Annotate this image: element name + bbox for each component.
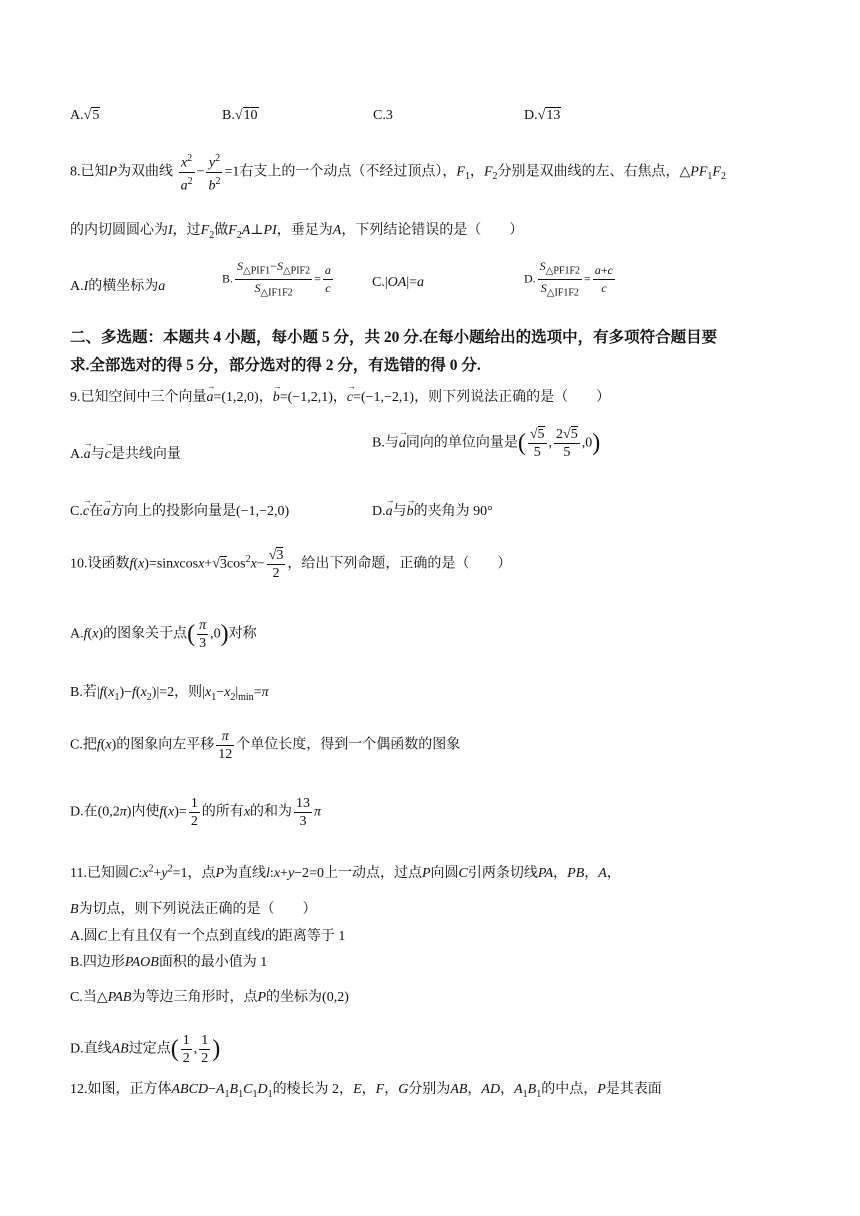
q11-option-c: C.当△PAB为等边三角形时，点P的坐标为(0,2) [70,990,349,1005]
q10-option-d: D.在(0,2π)内使f(x)= $\frac{1}{2}$ 的所有x的和为 $\frac{13}{3}$ π [70,796,322,829]
q8-option-a: A.I的横坐标为a [70,279,166,294]
q8-option-b: B. $\frac{S_{\triangle PIF1}-S_{\triangle PIF2}}{S_{\triangle IF1F2}}$ = $\frac{a}{c}$ [222,259,331,299]
q11-stem-line2: B为切点，则下列说法正确的是（ ） [70,902,317,917]
q12-stem: 12.如图，正方体$ABCD-A_1B_1C_1D_1$的棱长为 2，E，F，G分别为AB，AD，$A_1B_1$的中点，P是其表面 [70,1082,662,1100]
q8-option-c: C.|OA|=a [372,275,425,290]
q11-option-b: B.四边形PAOB面积的最小值为 1 [70,955,268,970]
q9-stem: 9.已知空间中三个向量→ a=(1,2,0)，→ b=(−1,2,1)，→ c=(−1,−2,1)，则下列说法正确的是（ ） [70,386,610,406]
q9-option-a: A.→ a与→ c是共线向量 [70,443,181,463]
q7-option-b: B.√10 [222,108,258,123]
q10-option-c: C.把f(x)的图象向左平移 $\frac{\pi}{12}$ 个单位长度，得到一个偶函数的图象 [70,729,461,762]
q11-option-a: A.圆C上有且仅有一个点到直线l的距离等于 1 [70,929,346,944]
section2-heading-line2: 求.全部选对的得 5 分，部分选对的得 2 分，有选错的得 0 分. [70,357,481,374]
q9-option-b: B.与→ a同向的单位向量是( $\frac{√5}{5}$ , $\frac{2√5}{5}$ ,0) [372,426,600,461]
q7-option-c: C.3 [373,108,393,123]
q8-stem-line2: 的内切圆圆心为I，过$F_2$做$F_2A\perp PI$，垂足为A，下列结论错误的是（ ） [70,223,524,241]
section2-heading-line1: 二、多选题：本题共 4 小题，每小题 5 分，共 20 分.在每小题给出的选项中，有多项符合题目要 [70,329,718,346]
q7-option-a: A.√5 [70,108,100,123]
q8-stem-line1: 8.已知P为双曲线 $\frac{x^2}{a^2}$ − $\frac{y^2}{b^2}$ =1右支上的一个动点（不经过顶点），$F_1$，$F_2$分别是双曲线的左、右焦点，$\triangle PF_1F_2$ [70,150,726,194]
q10-stem: 10.设函数$f(x)=sinxcosx+√3\cos^2x-$ $\frac{√3}{2}$ ，给出下列命题，正确的是（ ） [70,548,512,581]
q10-option-a: A.f(x)的图象关于点( $\frac{\pi}{3}$ ,0)对称 [70,618,257,651]
q7-option-d: D.√13 [524,108,561,123]
q10-option-b: B.若$|f(x_1)-f(x_2)|=2$，则$|x_1-x_2|_{min}=\pi$ [70,685,269,703]
q11-stem-line1: 11.已知圆$C:x^2+y^2=1$，点P为直线l:x+y−2=0上一动点，过点P向圆C引两条切线PA，PB，A， [70,863,621,881]
q8-option-d: D. $\frac{S_{\triangle PF1F2}}{S_{\triangle IF1F2}}$ = $\frac{a+c}{c}$ [524,259,613,299]
q11-option-d: D.直线AB过定点( $\frac{1}{2}$ , $\frac{1}{2}$ ) [70,1033,221,1066]
q9-option-c: C.→ c在→ a方向上的投影向量是(−1,−2,0) [70,500,289,520]
q9-option-d: D.→ a与→ b的夹角为 90° [372,500,493,520]
